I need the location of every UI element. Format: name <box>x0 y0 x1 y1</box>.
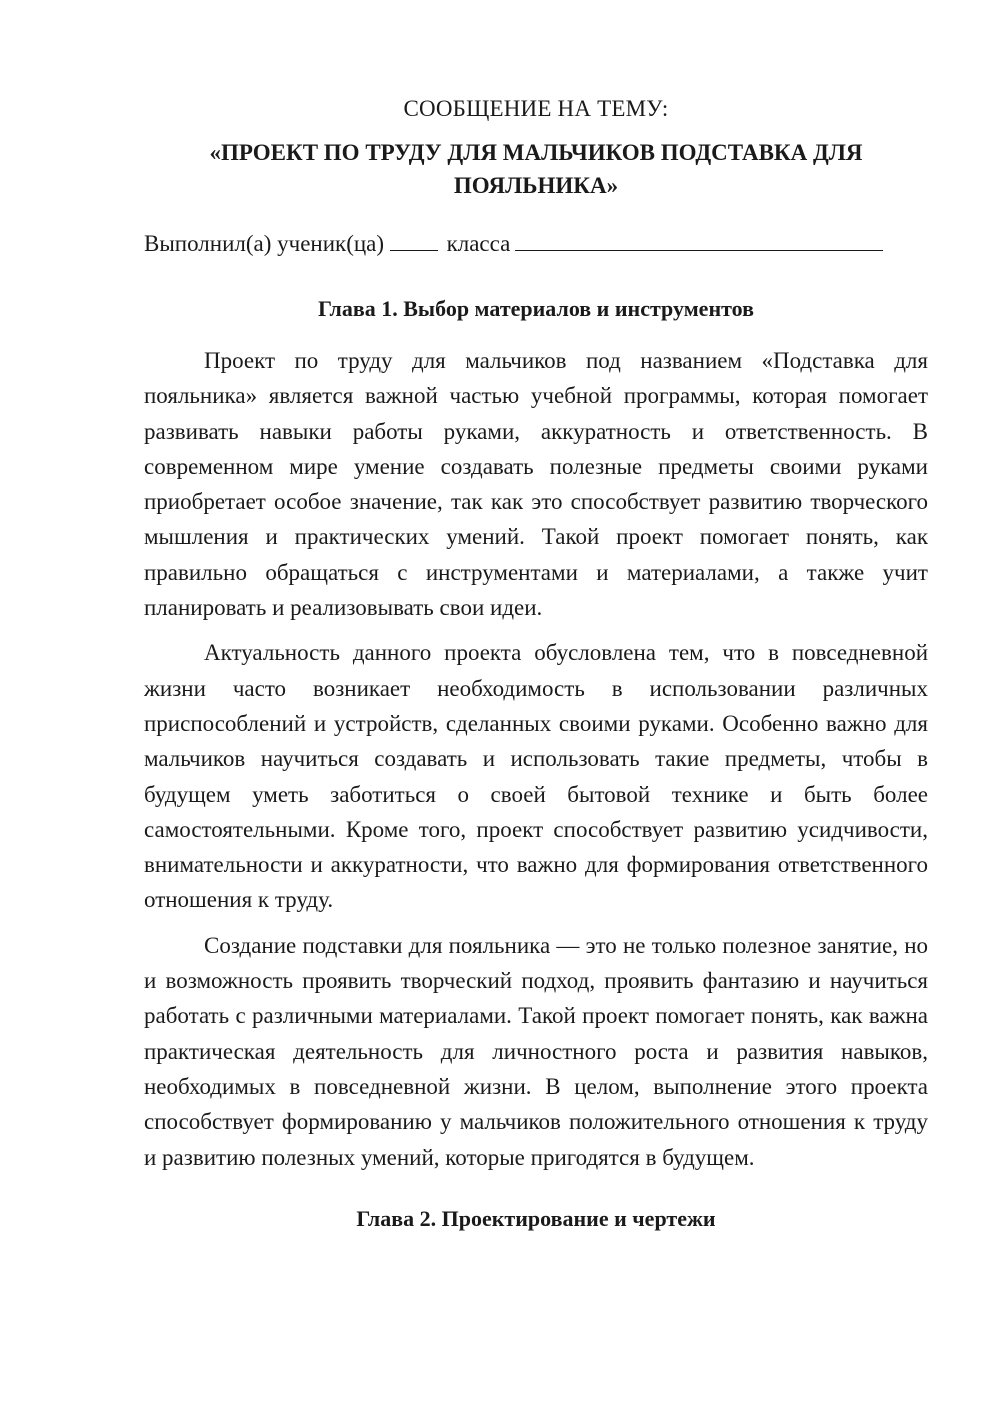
document-label: СООБЩЕНИЕ НА ТЕМУ: <box>403 96 669 121</box>
author-prefix: Выполнил(а) ученик(ца) <box>144 231 385 256</box>
class-word: класса <box>446 231 511 256</box>
student-name-blank <box>515 230 883 251</box>
document-title: «ПРОЕКТ ПО ТРУДУ ДЛЯ МАЛЬЧИКОВ ПОДСТАВКА ДЛЯ ПОЯЛЬНИКА» <box>209 140 863 198</box>
chapter-1-paragraph-1: Проект по труду для мальчиков под названием «Подставка для пояльника» является важной частью учебной программы, которая помогает развивать навыки работы руками, аккуратность и ответственность. В современном мире умение создавать полезные предметы своими руками приобретает особое значение, так как это способствует развитию творческого мышления и практических умений. Такой проект помогает понять, как правильно обращаться с инструментами и материалами, а также учит планировать и реализовывать свои идеи. <box>144 348 928 621</box>
class-number-blank <box>390 230 438 251</box>
author-line <box>144 227 928 261</box>
chapter-1-paragraph-3: Создание подставки для пояльника — это не только полезное занятие, но и возможность проявить творческий подход, проявить фантазию и научиться работать с различными материалами. Такой проект помогает понять, как важна практическая деятельность для личностного роста и развития навыков, необходимых в повседневной жизни. В целом, выполнение этого проекта способствует формированию у мальчиков положительного отношения к труду и развитию полезных умений, которые пригодятся в будущем. <box>144 932 928 1170</box>
chapter-1-heading: Глава 1. Выбор материалов и инструментов <box>318 296 754 321</box>
chapter-1-paragraph-2: Актуальность данного проекта обусловлена тем, что в повседневной жизни часто возникает необходимость в использовании различных приспособлений и устройств, сделанных своими руками. Особенно важно для мальчиков научиться создавать и использовать такие предметы, чтобы в будущем уметь заботиться о своей бытовой технике и быть более самостоятельными. Кроме того, проект способствует развитию усидчивости, внимательности и аккуратности, что важно для формирования ответственного отношения к труду. <box>144 640 928 913</box>
document-page <box>144 92 928 1235</box>
chapter-2-heading: Глава 2. Проектирование и чертежи <box>356 1205 716 1231</box>
